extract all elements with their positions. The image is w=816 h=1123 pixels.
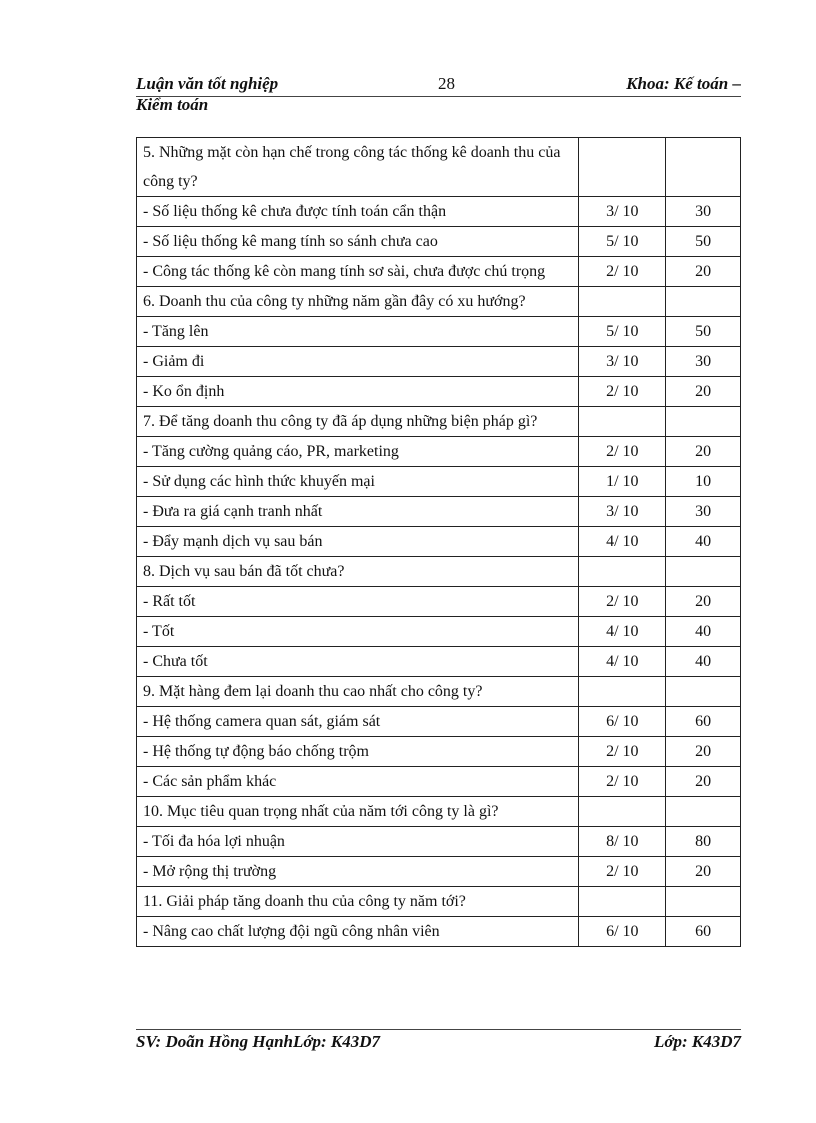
- question-cell: 5. Những mặt còn hạn chế trong công tác thống kê doanh thu của công ty?: [137, 138, 579, 197]
- question-cell: 9. Mặt hàng đem lại doanh thu cao nhất cho công ty?: [137, 677, 579, 707]
- footer-divider: [136, 1029, 741, 1030]
- response-count-cell: 3/ 10: [579, 497, 666, 527]
- response-count-cell: 4/ 10: [579, 617, 666, 647]
- response-count-cell: [579, 677, 666, 707]
- table-row: [137, 737, 741, 767]
- question-cell: 7. Để tăng doanh thu công ty đã áp dụng những biện pháp gì?: [137, 407, 579, 437]
- table-row: [137, 377, 741, 407]
- response-count-cell: [579, 138, 666, 197]
- response-count-cell: 2/ 10: [579, 437, 666, 467]
- table-row: [137, 917, 741, 947]
- table-row: [137, 827, 741, 857]
- response-count-cell: [579, 797, 666, 827]
- table-row: [137, 767, 741, 797]
- question-cell: - Tăng cường quảng cáo, PR, marketing: [137, 437, 579, 467]
- table-row: [137, 677, 741, 707]
- percent-cell: 60: [666, 707, 741, 737]
- page-header: [136, 74, 741, 114]
- percent-cell: 40: [666, 617, 741, 647]
- response-count-cell: [579, 557, 666, 587]
- table-row: [137, 497, 741, 527]
- table-row: [137, 647, 741, 677]
- header-faculty: Khoa: Kế toán –: [626, 74, 741, 93]
- response-count-cell: 2/ 10: [579, 377, 666, 407]
- response-count-cell: 4/ 10: [579, 527, 666, 557]
- table-row: [137, 407, 741, 437]
- header-divider: [136, 96, 741, 97]
- response-count-cell: 5/ 10: [579, 317, 666, 347]
- percent-cell: 50: [666, 317, 741, 347]
- table-row: [137, 317, 741, 347]
- percent-cell: [666, 797, 741, 827]
- table-row: [137, 437, 741, 467]
- table-row: [137, 587, 741, 617]
- question-cell: - Ko ổn định: [137, 377, 579, 407]
- percent-cell: 20: [666, 587, 741, 617]
- response-count-cell: 2/ 10: [579, 857, 666, 887]
- question-cell: - Tối đa hóa lợi nhuận: [137, 827, 579, 857]
- percent-cell: [666, 287, 741, 317]
- percent-cell: [666, 407, 741, 437]
- question-cell: - Rất tốt: [137, 587, 579, 617]
- percent-cell: 50: [666, 227, 741, 257]
- table-row: [137, 257, 741, 287]
- response-count-cell: 2/ 10: [579, 257, 666, 287]
- question-cell: - Đẩy mạnh dịch vụ sau bán: [137, 527, 579, 557]
- question-cell: - Chưa tốt: [137, 647, 579, 677]
- response-count-cell: [579, 887, 666, 917]
- table-row: [137, 707, 741, 737]
- question-cell: - Đưa ra giá cạnh tranh nhất: [137, 497, 579, 527]
- percent-cell: 30: [666, 497, 741, 527]
- header-thesis-title: Luận văn tốt nghiệp: [136, 74, 279, 93]
- page-number: 28: [438, 74, 455, 93]
- response-count-cell: 6/ 10: [579, 917, 666, 947]
- percent-cell: 30: [666, 347, 741, 377]
- percent-cell: [666, 138, 741, 197]
- question-cell: - Giảm đi: [137, 347, 579, 377]
- percent-cell: [666, 887, 741, 917]
- question-cell: - Nâng cao chất lượng đội ngũ công nhân viên: [137, 917, 579, 947]
- table-row: [137, 138, 741, 197]
- response-count-cell: 4/ 10: [579, 647, 666, 677]
- table-row: [137, 557, 741, 587]
- header-faculty-continued: Kiểm toán: [136, 95, 209, 114]
- question-cell: - Các sản phẩm khác: [137, 767, 579, 797]
- table-row: [137, 347, 741, 377]
- percent-cell: [666, 557, 741, 587]
- page-footer: [136, 1032, 741, 1056]
- question-cell: 10. Mục tiêu quan trọng nhất của năm tới công ty là gì?: [137, 797, 579, 827]
- question-cell: - Hệ thống camera quan sát, giám sát: [137, 707, 579, 737]
- footer-class: Lớp: K43D7: [653, 1032, 741, 1051]
- question-cell: - Hệ thống tự động báo chống trộm: [137, 737, 579, 767]
- percent-cell: 80: [666, 827, 741, 857]
- percent-cell: 60: [666, 917, 741, 947]
- table-row: [137, 467, 741, 497]
- question-cell: - Số liệu thống kê mang tính so sánh chưa cao: [137, 227, 579, 257]
- table-row: [137, 797, 741, 827]
- table-row: [137, 527, 741, 557]
- response-count-cell: 3/ 10: [579, 347, 666, 377]
- table-row: [137, 887, 741, 917]
- table-row: [137, 227, 741, 257]
- question-cell: 11. Giải pháp tăng doanh thu của công ty năm tới?: [137, 887, 579, 917]
- percent-cell: 30: [666, 197, 741, 227]
- percent-cell: 40: [666, 647, 741, 677]
- percent-cell: 20: [666, 857, 741, 887]
- response-count-cell: [579, 407, 666, 437]
- question-cell: 8. Dịch vụ sau bán đã tốt chưa?: [137, 557, 579, 587]
- response-count-cell: 6/ 10: [579, 707, 666, 737]
- footer-student: SV: Doãn Hồng HạnhLớp: K43D7: [136, 1032, 381, 1051]
- percent-cell: 10: [666, 467, 741, 497]
- question-cell: - Số liệu thống kê chưa được tính toán cẩn thận: [137, 197, 579, 227]
- survey-results-table: [136, 137, 741, 947]
- percent-cell: 20: [666, 377, 741, 407]
- response-count-cell: 3/ 10: [579, 197, 666, 227]
- question-cell: - Mở rộng thị trường: [137, 857, 579, 887]
- percent-cell: 40: [666, 527, 741, 557]
- response-count-cell: 2/ 10: [579, 587, 666, 617]
- question-cell: - Tốt: [137, 617, 579, 647]
- question-cell: - Sử dụng các hình thức khuyến mại: [137, 467, 579, 497]
- response-count-cell: 2/ 10: [579, 737, 666, 767]
- response-count-cell: 2/ 10: [579, 767, 666, 797]
- percent-cell: 20: [666, 257, 741, 287]
- response-count-cell: [579, 287, 666, 317]
- percent-cell: [666, 677, 741, 707]
- percent-cell: 20: [666, 437, 741, 467]
- percent-cell: 20: [666, 737, 741, 767]
- table-row: [137, 857, 741, 887]
- question-cell: - Công tác thống kê còn mang tính sơ sài, chưa được chú trọng: [137, 257, 579, 287]
- response-count-cell: 5/ 10: [579, 227, 666, 257]
- table-row: [137, 197, 741, 227]
- table-row: [137, 287, 741, 317]
- response-count-cell: 8/ 10: [579, 827, 666, 857]
- table-row: [137, 617, 741, 647]
- question-cell: - Tăng lên: [137, 317, 579, 347]
- response-count-cell: 1/ 10: [579, 467, 666, 497]
- question-cell: 6. Doanh thu của công ty những năm gần đây có xu hướng?: [137, 287, 579, 317]
- percent-cell: 20: [666, 767, 741, 797]
